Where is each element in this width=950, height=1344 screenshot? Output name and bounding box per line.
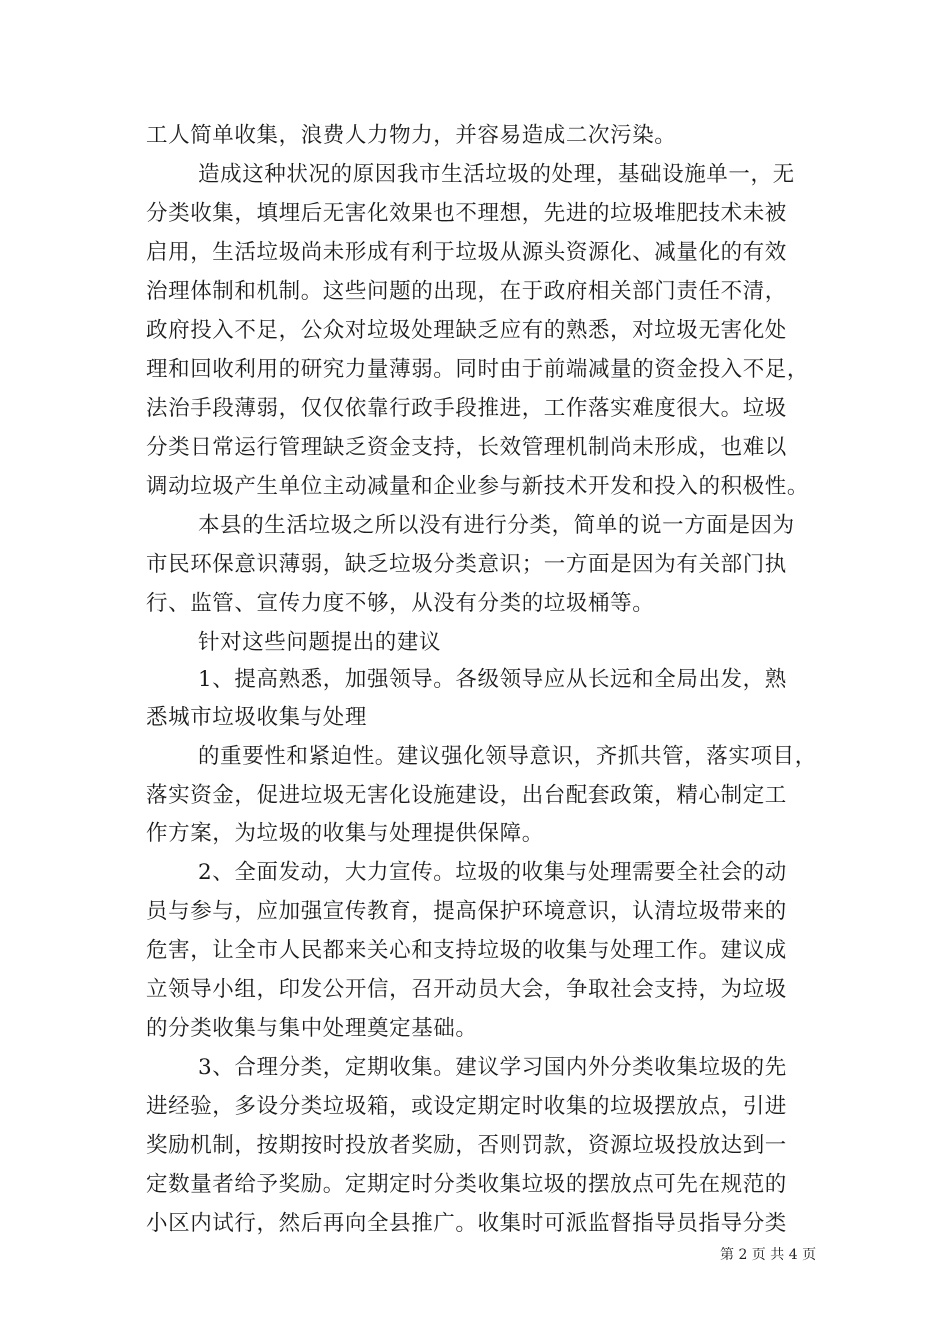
text-line: 落实资金，促进垃圾无害化设施建设，出台配套政策，精心制定工 (146, 783, 787, 808)
text-line: 的分类收集与集中处理奠定基础。 (146, 1016, 478, 1041)
text-line: 治理体制和机制。这些问题的出现，在于政府相关部门责任不清， (146, 279, 787, 304)
text-line: 作方案，为垃圾的收集与处理提供保障。 (146, 821, 544, 846)
text-line: 调动垃圾产生单位主动减量和企业参与新技术开发和投入的积极性。 (146, 474, 810, 499)
text-line: 工人简单收集，浪费人力物力，并容易造成二次污染。 (146, 123, 677, 148)
text-line: 政府投入不足，公众对垃圾处理缺乏应有的熟悉，对垃圾无害化处 (146, 318, 787, 343)
text-line: 员与参与，应加强宣传教育，提高保护环境意识，认清垃圾带来的 (146, 899, 787, 924)
text-line: 2、全面发动，大力宣传。垃圾的收集与处理需要全社会的动 (198, 860, 787, 885)
text-line: 分类收集，填埋后无害化效果也不理想，先进的垃圾堆肥技术未被 (146, 201, 787, 226)
text-line: 危害，让全市人民都来关心和支持垃圾的收集与处理工作。建议成 (146, 938, 787, 963)
text-line: 的重要性和紧迫性。建议强化领导意识，齐抓共管，落实项目， (198, 744, 817, 769)
text-line: 法治手段薄弱，仅仅依靠行政手段推进，工作落实难度很大。垃圾 (146, 396, 787, 421)
text-line: 分类日常运行管理缺乏资金支持，长效管理机制尚未形成，也难以 (146, 435, 787, 460)
text-line: 定数量者给予奖励。定期定时分类收集垃圾的摆放点可先在规范的 (146, 1172, 787, 1197)
section-heading: 针对这些问题提出的建议 (198, 630, 442, 655)
text-line: 理和回收利用的研究力量薄弱。同时由于前端减量的资金投入不足， (146, 357, 810, 382)
page-indicator: 第 2 页 共 4 页 (720, 1247, 817, 1263)
text-line: 小区内试行，然后再向全县推广。收集时可派监督指导员指导分类 (146, 1211, 787, 1236)
text-line: 奖励机制，按期按时投放者奖励，否则罚款，资源垃圾投放达到一 (146, 1133, 787, 1158)
text-line: 造成这种状况的原因我市生活垃圾的处理，基础设施单一，无 (198, 162, 795, 187)
text-line: 3、合理分类，定期收集。建议学习国内外分类收集垃圾的先 (198, 1055, 787, 1080)
text-line: 1、提高熟悉，加强领导。各级领导应从长远和全局出发，熟 (198, 667, 787, 692)
text-line: 立领导小组，印发公开信，召开动员大会，争取社会支持，为垃圾 (146, 977, 787, 1002)
text-line: 悉城市垃圾收集与处理 (146, 705, 368, 730)
text-line: 进经验，多设分类垃圾箱，或设定期定时收集的垃圾摆放点，引进 (146, 1094, 787, 1119)
text-line: 本县的生活垃圾之所以没有进行分类，简单的说一方面是因为 (198, 513, 795, 538)
text-line: 市民环保意识薄弱，缺乏垃圾分类意识；一方面是因为有关部门执 (146, 552, 787, 577)
text-line: 启用，生活垃圾尚未形成有利于垃圾从源头资源化、减量化的有效 (146, 240, 787, 265)
text-line: 行、监管、宣传力度不够，从没有分类的垃圾桶等。 (146, 591, 655, 616)
